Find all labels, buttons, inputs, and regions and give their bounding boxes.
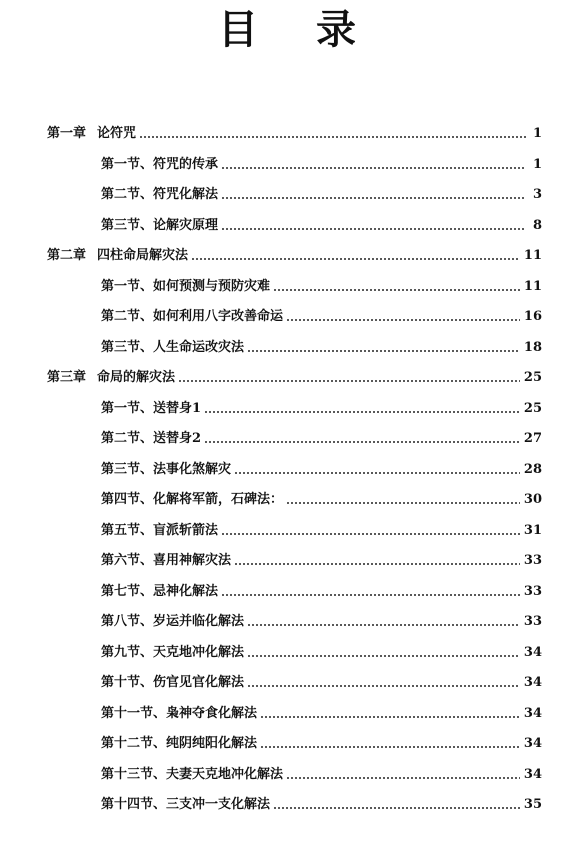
page-number: 25 <box>523 370 542 386</box>
dot-leader <box>204 441 520 443</box>
toc-section[interactable] <box>0 211 574 242</box>
dot-leader <box>221 167 526 169</box>
toc-section[interactable] <box>0 607 574 638</box>
dot-leader <box>204 411 520 413</box>
dot-leader <box>247 655 520 657</box>
section-label: 第六节、喜用神解灾法 <box>101 553 232 569</box>
section-label: 第十一节、枭神夺食化解法 <box>101 705 258 721</box>
toc-section[interactable] <box>0 577 574 608</box>
toc-section[interactable] <box>0 699 574 730</box>
dot-leader <box>260 746 520 748</box>
section-label: 第三节、人生命运改灾法 <box>101 339 245 355</box>
toc-section[interactable] <box>0 455 574 486</box>
chapter-label <box>47 248 188 264</box>
page-number: 34 <box>523 766 542 782</box>
chapter-name: 论符咒 <box>97 126 137 142</box>
toc-section[interactable] <box>0 424 574 455</box>
page-number: 1 <box>532 126 542 142</box>
dot-leader <box>221 594 520 596</box>
dot-leader <box>273 289 520 291</box>
page-number: 33 <box>523 583 542 599</box>
page-number: 34 <box>523 705 542 721</box>
section-label: 第九节、天克地冲化解法 <box>101 644 245 660</box>
toc-section[interactable] <box>0 485 574 516</box>
toc-section[interactable] <box>0 394 574 425</box>
section-label: 第十二节、纯阴纯阳化解法 <box>101 736 258 752</box>
section-label: 第十三节、夫妻天克地冲化解法 <box>101 766 284 782</box>
chapter-number: 第三章 <box>47 370 87 386</box>
toc-chapter-2[interactable] <box>0 241 574 272</box>
dot-leader <box>273 807 520 809</box>
page-number: 25 <box>523 400 542 416</box>
page-number: 11 <box>523 278 542 294</box>
section-label: 第二节、送替身2 <box>101 431 202 447</box>
toc-section[interactable] <box>0 516 574 547</box>
page-number: 34 <box>523 644 542 660</box>
section-label: 第八节、岁运并临化解法 <box>101 614 245 630</box>
toc-section[interactable] <box>0 272 574 303</box>
page-number: 33 <box>523 553 542 569</box>
chapter-number: 第二章 <box>47 248 87 264</box>
chapter-name: 命局的解灾法 <box>97 370 176 386</box>
chapter-label <box>47 370 175 386</box>
section-label: 第三节、法事化煞解灾 <box>101 461 232 477</box>
page-number: 8 <box>532 217 542 233</box>
toc-section[interactable] <box>0 668 574 699</box>
dot-leader <box>286 319 520 321</box>
page-number: 31 <box>523 522 542 538</box>
section-label: 第二节、符咒化解法 <box>101 187 219 203</box>
section-label: 第二节、如何利用八字改善命运 <box>101 309 284 325</box>
dot-leader <box>221 228 526 230</box>
dot-leader <box>234 563 520 565</box>
page-number: 33 <box>523 614 542 630</box>
section-label: 第四节、化解将军箭，石碑法： <box>101 492 284 508</box>
section-label: 第三节、论解灾原理 <box>101 217 219 233</box>
dot-leader <box>221 533 520 535</box>
chapter-number: 第一章 <box>47 126 87 142</box>
page-number: 11 <box>523 248 542 264</box>
dot-leader <box>247 350 520 352</box>
toc-section[interactable] <box>0 638 574 669</box>
toc-section[interactable] <box>0 790 574 821</box>
dot-leader <box>139 136 526 138</box>
dot-leader <box>191 258 520 260</box>
page-number: 1 <box>532 156 542 172</box>
dot-leader <box>234 472 520 474</box>
toc-section[interactable] <box>0 546 574 577</box>
dot-leader <box>178 380 520 382</box>
section-label: 第七节、忌神化解法 <box>101 583 219 599</box>
dot-leader <box>286 502 520 504</box>
toc-chapter-1[interactable] <box>0 119 574 150</box>
toc-section[interactable] <box>0 333 574 364</box>
page-number: 16 <box>523 309 542 325</box>
section-label: 第一节、如何预测与预防灾难 <box>101 278 271 294</box>
chapter-label <box>47 126 136 142</box>
page-number: 35 <box>523 797 542 813</box>
dot-leader <box>247 624 520 626</box>
section-label: 第五节、盲派斩箭法 <box>101 522 219 538</box>
page-number: 27 <box>523 431 542 447</box>
chapter-name: 四柱命局解灾法 <box>97 248 189 264</box>
page-number: 30 <box>523 492 542 508</box>
page-number: 28 <box>523 461 542 477</box>
page-title: 目 录 <box>218 7 378 53</box>
table-of-contents <box>0 119 574 821</box>
section-label: 第一节、符咒的传承 <box>101 156 219 172</box>
toc-section[interactable] <box>0 180 574 211</box>
page-number: 3 <box>532 187 542 203</box>
section-label: 第十节、伤官见官化解法 <box>101 675 245 691</box>
toc-section[interactable] <box>0 729 574 760</box>
section-label: 第一节、送替身1 <box>101 400 202 416</box>
page-number: 34 <box>523 675 542 691</box>
page-number: 18 <box>523 339 542 355</box>
dot-leader <box>260 716 520 718</box>
toc-section[interactable] <box>0 760 574 791</box>
section-label: 第十四节、三支冲一支化解法 <box>101 797 271 813</box>
page-number: 34 <box>523 736 542 752</box>
toc-section[interactable] <box>0 150 574 181</box>
dot-leader <box>221 197 526 199</box>
dot-leader <box>247 685 520 687</box>
toc-chapter-3[interactable] <box>0 363 574 394</box>
toc-section[interactable] <box>0 302 574 333</box>
dot-leader <box>286 777 520 779</box>
